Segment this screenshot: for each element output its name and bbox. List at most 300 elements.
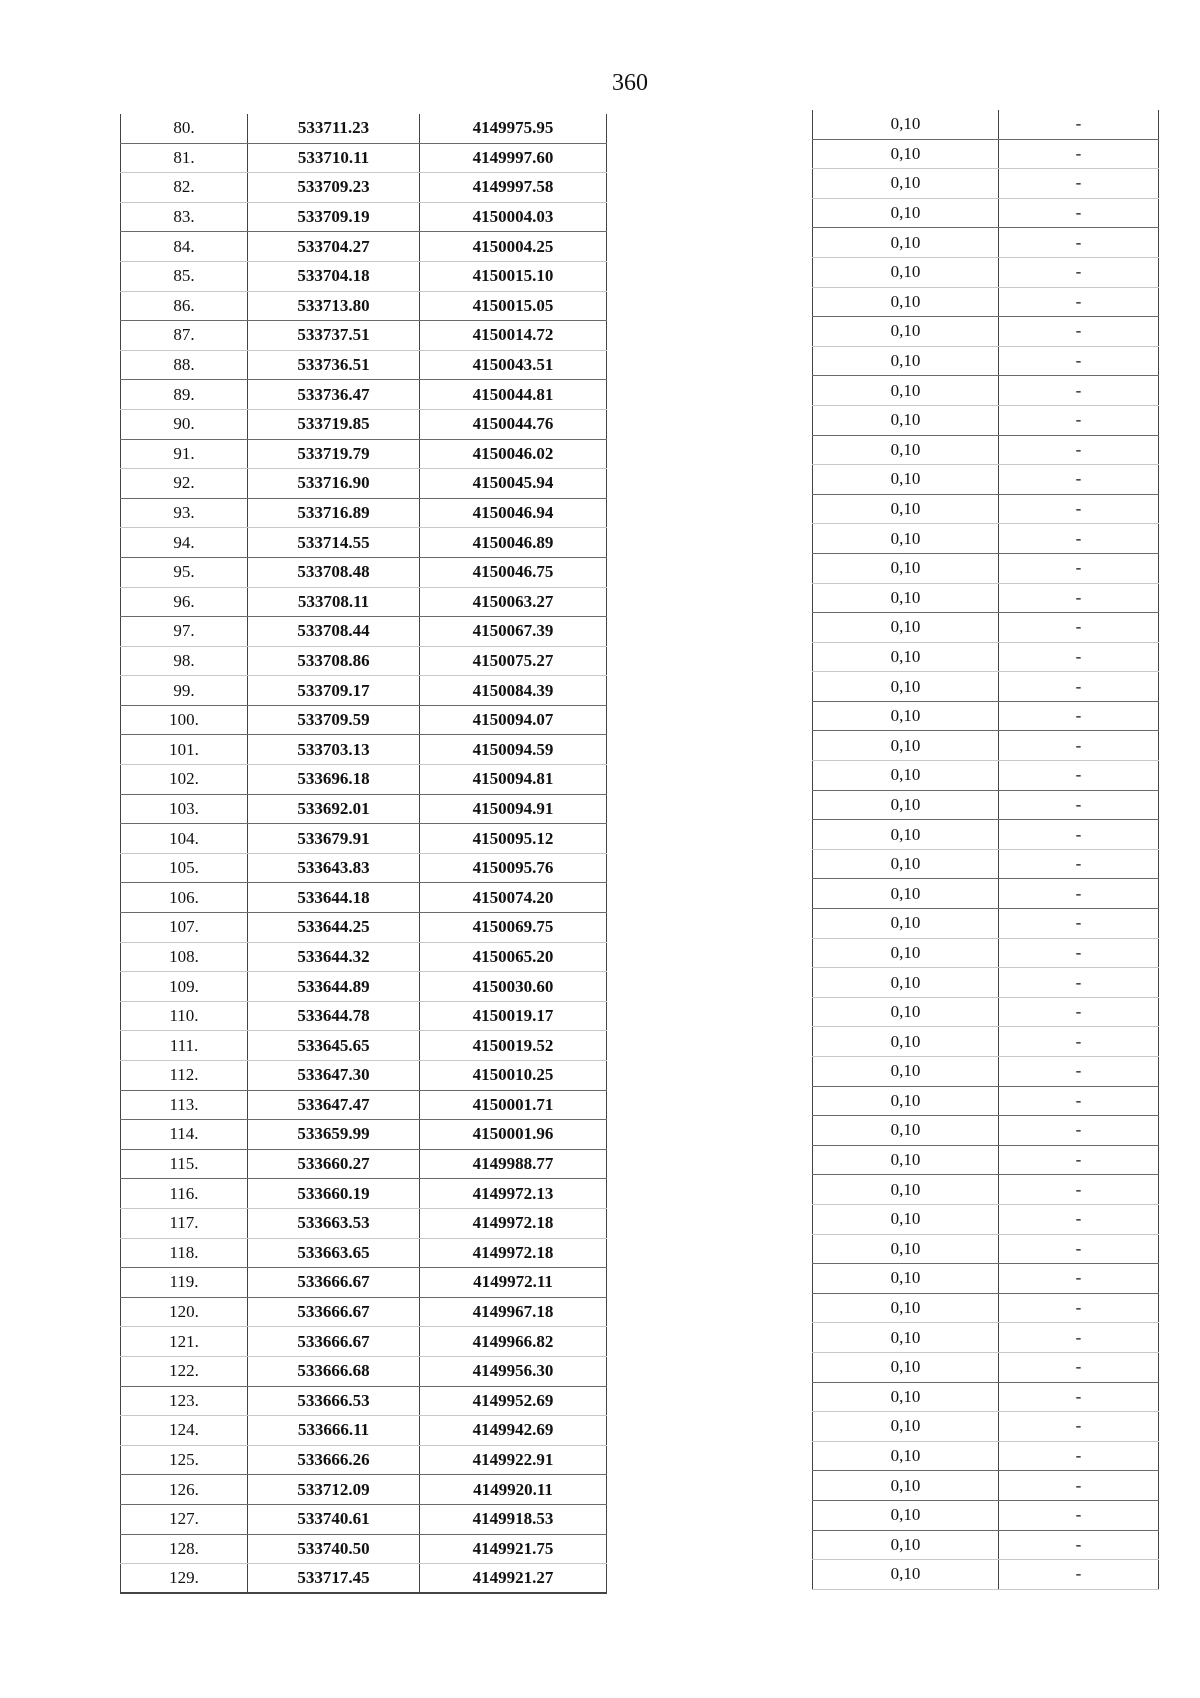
table-row — [120, 558, 607, 588]
y-coordinate: 4150030.60 — [420, 972, 607, 1001]
accuracy-value: 0,10 — [812, 850, 999, 879]
table-row — [120, 588, 607, 618]
table-row — [812, 465, 1159, 495]
x-coordinate: 533709.23 — [248, 173, 420, 202]
accuracy-value: 0,10 — [812, 1560, 999, 1589]
accuracy-value: 0,10 — [812, 1353, 999, 1382]
x-coordinate: 533740.50 — [248, 1535, 420, 1564]
x-coordinate: 533666.67 — [248, 1298, 420, 1327]
x-coordinate: 533666.53 — [248, 1387, 420, 1416]
table-row — [812, 1531, 1159, 1561]
table-row — [812, 584, 1159, 614]
point-number: 125. — [120, 1446, 248, 1475]
note-value: - — [999, 495, 1159, 524]
point-number: 127. — [120, 1505, 248, 1534]
y-coordinate: 4149920.11 — [420, 1475, 607, 1504]
table-row — [120, 232, 607, 262]
accuracy-value: 0,10 — [812, 524, 999, 553]
y-coordinate: 4150044.76 — [420, 410, 607, 439]
point-number: 111. — [120, 1031, 248, 1060]
table-row — [120, 676, 607, 706]
table-row — [120, 1564, 607, 1594]
table-row — [812, 288, 1159, 318]
accuracy-value: 0,10 — [812, 376, 999, 405]
accuracy-value: 0,10 — [812, 1057, 999, 1086]
note-value: - — [999, 613, 1159, 642]
point-number: 122. — [120, 1357, 248, 1386]
accuracy-value: 0,10 — [812, 731, 999, 760]
table-row — [120, 1446, 607, 1476]
x-coordinate: 533647.30 — [248, 1061, 420, 1090]
table-row — [120, 1268, 607, 1298]
y-coordinate: 4150019.17 — [420, 1002, 607, 1031]
x-coordinate: 533709.19 — [248, 203, 420, 232]
point-number: 85. — [120, 262, 248, 291]
table-row — [120, 292, 607, 322]
note-value: - — [999, 1442, 1159, 1471]
accuracy-value: 0,10 — [812, 761, 999, 790]
y-coordinate: 4150069.75 — [420, 913, 607, 942]
table-row — [812, 909, 1159, 939]
note-value: - — [999, 1087, 1159, 1116]
table-row — [812, 1057, 1159, 1087]
note-value: - — [999, 169, 1159, 198]
y-coordinate: 4150074.20 — [420, 883, 607, 912]
note-value: - — [999, 1235, 1159, 1264]
point-number: 96. — [120, 588, 248, 617]
table-row — [120, 913, 607, 943]
accuracy-value: 0,10 — [812, 1175, 999, 1204]
point-number: 116. — [120, 1179, 248, 1208]
accuracy-value: 0,10 — [812, 613, 999, 642]
note-value: - — [999, 998, 1159, 1027]
point-number: 113. — [120, 1091, 248, 1120]
note-value: - — [999, 1471, 1159, 1500]
table-row — [812, 524, 1159, 554]
accuracy-value: 0,10 — [812, 1501, 999, 1530]
y-coordinate: 4149967.18 — [420, 1298, 607, 1327]
accuracy-value: 0,10 — [812, 672, 999, 701]
note-value: - — [999, 524, 1159, 553]
point-number: 121. — [120, 1327, 248, 1356]
y-coordinate: 4149921.75 — [420, 1535, 607, 1564]
x-coordinate: 533709.17 — [248, 676, 420, 705]
accuracy-value: 0,10 — [812, 1531, 999, 1560]
y-coordinate: 4149966.82 — [420, 1327, 607, 1356]
table-row — [812, 1175, 1159, 1205]
x-coordinate: 533663.65 — [248, 1239, 420, 1268]
y-coordinate: 4150067.39 — [420, 617, 607, 646]
note-value: - — [999, 317, 1159, 346]
table-row — [812, 1235, 1159, 1265]
point-number: 120. — [120, 1298, 248, 1327]
x-coordinate: 533643.83 — [248, 854, 420, 883]
accuracy-value: 0,10 — [812, 1264, 999, 1293]
x-coordinate: 533645.65 — [248, 1031, 420, 1060]
point-number: 83. — [120, 203, 248, 232]
table-row — [812, 347, 1159, 377]
x-coordinate: 533708.44 — [248, 617, 420, 646]
table-row — [812, 376, 1159, 406]
note-value: - — [999, 968, 1159, 997]
point-number: 101. — [120, 735, 248, 764]
table-row — [812, 1412, 1159, 1442]
note-value: - — [999, 791, 1159, 820]
point-number: 105. — [120, 854, 248, 883]
x-coordinate: 533709.59 — [248, 706, 420, 735]
note-value: - — [999, 347, 1159, 376]
note-value: - — [999, 199, 1159, 228]
point-number: 103. — [120, 795, 248, 824]
x-coordinate: 533644.18 — [248, 883, 420, 912]
table-row — [812, 1294, 1159, 1324]
point-number: 108. — [120, 943, 248, 972]
note-value: - — [999, 258, 1159, 287]
note-value: - — [999, 1175, 1159, 1204]
table-row — [812, 820, 1159, 850]
y-coordinate: 4149942.69 — [420, 1416, 607, 1445]
x-coordinate: 533711.23 — [248, 114, 420, 143]
accuracy-value: 0,10 — [812, 317, 999, 346]
table-row — [812, 495, 1159, 525]
point-number: 115. — [120, 1150, 248, 1179]
table-row — [120, 1475, 607, 1505]
table-row — [120, 1209, 607, 1239]
y-coordinate: 4150046.89 — [420, 528, 607, 557]
note-value: - — [999, 1412, 1159, 1441]
table-row — [120, 1416, 607, 1446]
x-coordinate: 533663.53 — [248, 1209, 420, 1238]
table-row — [120, 1120, 607, 1150]
note-value: - — [999, 643, 1159, 672]
note-value: - — [999, 1501, 1159, 1530]
table-row — [120, 735, 607, 765]
table-row — [120, 469, 607, 499]
table-row — [812, 228, 1159, 258]
table-row — [812, 968, 1159, 998]
table-row — [120, 380, 607, 410]
y-coordinate: 4150084.39 — [420, 676, 607, 705]
x-coordinate: 533737.51 — [248, 321, 420, 350]
note-value: - — [999, 1264, 1159, 1293]
table-row — [120, 1091, 607, 1121]
x-coordinate: 533659.99 — [248, 1120, 420, 1149]
x-coordinate: 533704.18 — [248, 262, 420, 291]
y-coordinate: 4149952.69 — [420, 1387, 607, 1416]
table-row — [120, 854, 607, 884]
point-number: 126. — [120, 1475, 248, 1504]
accuracy-value: 0,10 — [812, 909, 999, 938]
note-value: - — [999, 436, 1159, 465]
table-row — [120, 351, 607, 381]
x-coordinate: 533708.86 — [248, 647, 420, 676]
table-row — [120, 765, 607, 795]
y-coordinate: 4150063.27 — [420, 588, 607, 617]
note-value: - — [999, 140, 1159, 169]
accuracy-value: 0,10 — [812, 1383, 999, 1412]
y-coordinate: 4149972.18 — [420, 1239, 607, 1268]
accuracy-value: 0,10 — [812, 1412, 999, 1441]
note-value: - — [999, 1116, 1159, 1145]
y-coordinate: 4150046.75 — [420, 558, 607, 587]
y-coordinate: 4150065.20 — [420, 943, 607, 972]
accuracy-value: 0,10 — [812, 436, 999, 465]
point-number: 117. — [120, 1209, 248, 1238]
table-row — [120, 824, 607, 854]
note-value: - — [999, 731, 1159, 760]
accuracy-value: 0,10 — [812, 702, 999, 731]
x-coordinate: 533736.51 — [248, 351, 420, 380]
accuracy-value: 0,10 — [812, 1146, 999, 1175]
table-row — [120, 144, 607, 174]
note-value: - — [999, 1146, 1159, 1175]
y-coordinate: 4150094.91 — [420, 795, 607, 824]
table-row — [120, 617, 607, 647]
x-coordinate: 533666.11 — [248, 1416, 420, 1445]
y-coordinate: 4150010.25 — [420, 1061, 607, 1090]
point-number: 123. — [120, 1387, 248, 1416]
y-coordinate: 4150046.94 — [420, 499, 607, 528]
accuracy-value: 0,10 — [812, 1027, 999, 1056]
note-value: - — [999, 1323, 1159, 1352]
table-row — [120, 972, 607, 1002]
point-number: 89. — [120, 380, 248, 409]
y-coordinate: 4150094.81 — [420, 765, 607, 794]
table-row — [120, 203, 607, 233]
y-coordinate: 4150044.81 — [420, 380, 607, 409]
table-row — [120, 1179, 607, 1209]
x-coordinate: 533644.78 — [248, 1002, 420, 1031]
table-row — [120, 114, 607, 144]
accuracy-value: 0,10 — [812, 968, 999, 997]
y-coordinate: 4150001.71 — [420, 1091, 607, 1120]
table-row — [120, 1298, 607, 1328]
table-row — [812, 613, 1159, 643]
point-number: 112. — [120, 1061, 248, 1090]
table-row — [812, 998, 1159, 1028]
y-coordinate: 4150019.52 — [420, 1031, 607, 1060]
point-number: 110. — [120, 1002, 248, 1031]
y-coordinate: 4150075.27 — [420, 647, 607, 676]
y-coordinate: 4150045.94 — [420, 469, 607, 498]
table-row — [812, 1264, 1159, 1294]
y-coordinate: 4150004.03 — [420, 203, 607, 232]
table-row — [812, 258, 1159, 288]
point-number: 91. — [120, 440, 248, 469]
point-number: 80. — [120, 114, 248, 143]
note-value: - — [999, 1294, 1159, 1323]
table-row — [812, 199, 1159, 229]
table-row — [812, 1353, 1159, 1383]
x-coordinate: 533679.91 — [248, 824, 420, 853]
point-number: 92. — [120, 469, 248, 498]
x-coordinate: 533713.80 — [248, 292, 420, 321]
note-value: - — [999, 228, 1159, 257]
x-coordinate: 533644.25 — [248, 913, 420, 942]
table-row — [812, 1323, 1159, 1353]
point-number: 87. — [120, 321, 248, 350]
accuracy-value: 0,10 — [812, 791, 999, 820]
x-coordinate: 533696.18 — [248, 765, 420, 794]
y-coordinate: 4149972.13 — [420, 1179, 607, 1208]
point-number: 124. — [120, 1416, 248, 1445]
table-row — [120, 321, 607, 351]
x-coordinate: 533647.47 — [248, 1091, 420, 1120]
table-row — [120, 1535, 607, 1565]
page-number: 360 — [612, 70, 648, 96]
table-row — [120, 1002, 607, 1032]
table-row — [120, 1239, 607, 1269]
point-number: 119. — [120, 1268, 248, 1297]
x-coordinate: 533708.11 — [248, 588, 420, 617]
table-row — [120, 1327, 607, 1357]
accuracy-value: 0,10 — [812, 1294, 999, 1323]
point-number: 99. — [120, 676, 248, 705]
accuracy-value: 0,10 — [812, 1323, 999, 1352]
table-row — [812, 1205, 1159, 1235]
note-value: - — [999, 672, 1159, 701]
table-row — [120, 440, 607, 470]
x-coordinate: 533660.27 — [248, 1150, 420, 1179]
note-value: - — [999, 879, 1159, 908]
x-coordinate: 533666.67 — [248, 1268, 420, 1297]
accuracy-value: 0,10 — [812, 288, 999, 317]
x-coordinate: 533712.09 — [248, 1475, 420, 1504]
table-row — [812, 850, 1159, 880]
accuracy-value: 0,10 — [812, 820, 999, 849]
x-coordinate: 533666.67 — [248, 1327, 420, 1356]
x-coordinate: 533740.61 — [248, 1505, 420, 1534]
table-row — [812, 140, 1159, 170]
x-coordinate: 533704.27 — [248, 232, 420, 261]
y-coordinate: 4149988.77 — [420, 1150, 607, 1179]
accuracy-value: 0,10 — [812, 939, 999, 968]
note-value: - — [999, 1027, 1159, 1056]
y-coordinate: 4149956.30 — [420, 1357, 607, 1386]
coordinates-table — [120, 114, 607, 1594]
point-number: 106. — [120, 883, 248, 912]
table-row — [812, 1383, 1159, 1413]
y-coordinate: 4150014.72 — [420, 321, 607, 350]
accuracy-value: 0,10 — [812, 998, 999, 1027]
x-coordinate: 533736.47 — [248, 380, 420, 409]
table-row — [812, 672, 1159, 702]
y-coordinate: 4149972.18 — [420, 1209, 607, 1238]
accuracy-value: 0,10 — [812, 1442, 999, 1471]
accuracy-value: 0,10 — [812, 643, 999, 672]
y-coordinate: 4149921.27 — [420, 1564, 607, 1592]
table-row — [812, 554, 1159, 584]
x-coordinate: 533644.89 — [248, 972, 420, 1001]
table-row — [812, 1027, 1159, 1057]
point-number: 100. — [120, 706, 248, 735]
point-number: 81. — [120, 144, 248, 173]
accuracy-value: 0,10 — [812, 110, 999, 139]
table-row — [812, 1116, 1159, 1146]
accuracy-value: 0,10 — [812, 495, 999, 524]
accuracy-value: 0,10 — [812, 347, 999, 376]
accuracy-value: 0,10 — [812, 1205, 999, 1234]
note-value: - — [999, 406, 1159, 435]
table-row — [812, 731, 1159, 761]
note-value: - — [999, 761, 1159, 790]
table-row — [120, 1505, 607, 1535]
point-number: 84. — [120, 232, 248, 261]
table-row — [812, 317, 1159, 347]
x-coordinate: 533714.55 — [248, 528, 420, 557]
x-coordinate: 533708.48 — [248, 558, 420, 587]
point-number: 129. — [120, 1564, 248, 1592]
accuracy-value: 0,10 — [812, 140, 999, 169]
accuracy-value: 0,10 — [812, 406, 999, 435]
table-row — [120, 1357, 607, 1387]
point-number: 94. — [120, 528, 248, 557]
x-coordinate: 533703.13 — [248, 735, 420, 764]
point-number: 95. — [120, 558, 248, 587]
accuracy-table — [812, 110, 1159, 1590]
accuracy-value: 0,10 — [812, 199, 999, 228]
table-row — [812, 1560, 1159, 1590]
y-coordinate: 4150004.25 — [420, 232, 607, 261]
note-value: - — [999, 1531, 1159, 1560]
table-row — [120, 262, 607, 292]
table-row — [812, 436, 1159, 466]
table-row — [120, 647, 607, 677]
table-row — [120, 943, 607, 973]
point-number: 114. — [120, 1120, 248, 1149]
y-coordinate: 4150015.05 — [420, 292, 607, 321]
table-row — [120, 1061, 607, 1091]
point-number: 118. — [120, 1239, 248, 1268]
point-number: 90. — [120, 410, 248, 439]
point-number: 88. — [120, 351, 248, 380]
note-value: - — [999, 465, 1159, 494]
table-row — [120, 1387, 607, 1417]
note-value: - — [999, 702, 1159, 731]
point-number: 128. — [120, 1535, 248, 1564]
table-row — [812, 702, 1159, 732]
note-value: - — [999, 1560, 1159, 1589]
table-row — [812, 1087, 1159, 1117]
x-coordinate: 533666.68 — [248, 1357, 420, 1386]
y-coordinate: 4149918.53 — [420, 1505, 607, 1534]
table-row — [812, 406, 1159, 436]
accuracy-value: 0,10 — [812, 584, 999, 613]
table-row — [812, 643, 1159, 673]
table-row — [120, 883, 607, 913]
table-row — [120, 1031, 607, 1061]
accuracy-value: 0,10 — [812, 1471, 999, 1500]
point-number: 104. — [120, 824, 248, 853]
x-coordinate: 533666.26 — [248, 1446, 420, 1475]
y-coordinate: 4150015.10 — [420, 262, 607, 291]
note-value: - — [999, 1353, 1159, 1382]
y-coordinate: 4150094.07 — [420, 706, 607, 735]
table-row — [812, 761, 1159, 791]
note-value: - — [999, 1205, 1159, 1234]
point-number: 97. — [120, 617, 248, 646]
accuracy-value: 0,10 — [812, 228, 999, 257]
y-coordinate: 4149997.60 — [420, 144, 607, 173]
point-number: 93. — [120, 499, 248, 528]
x-coordinate: 533719.79 — [248, 440, 420, 469]
accuracy-value: 0,10 — [812, 879, 999, 908]
accuracy-value: 0,10 — [812, 1235, 999, 1264]
y-coordinate: 4149975.95 — [420, 114, 607, 143]
table-row — [812, 879, 1159, 909]
accuracy-value: 0,10 — [812, 554, 999, 583]
y-coordinate: 4150043.51 — [420, 351, 607, 380]
